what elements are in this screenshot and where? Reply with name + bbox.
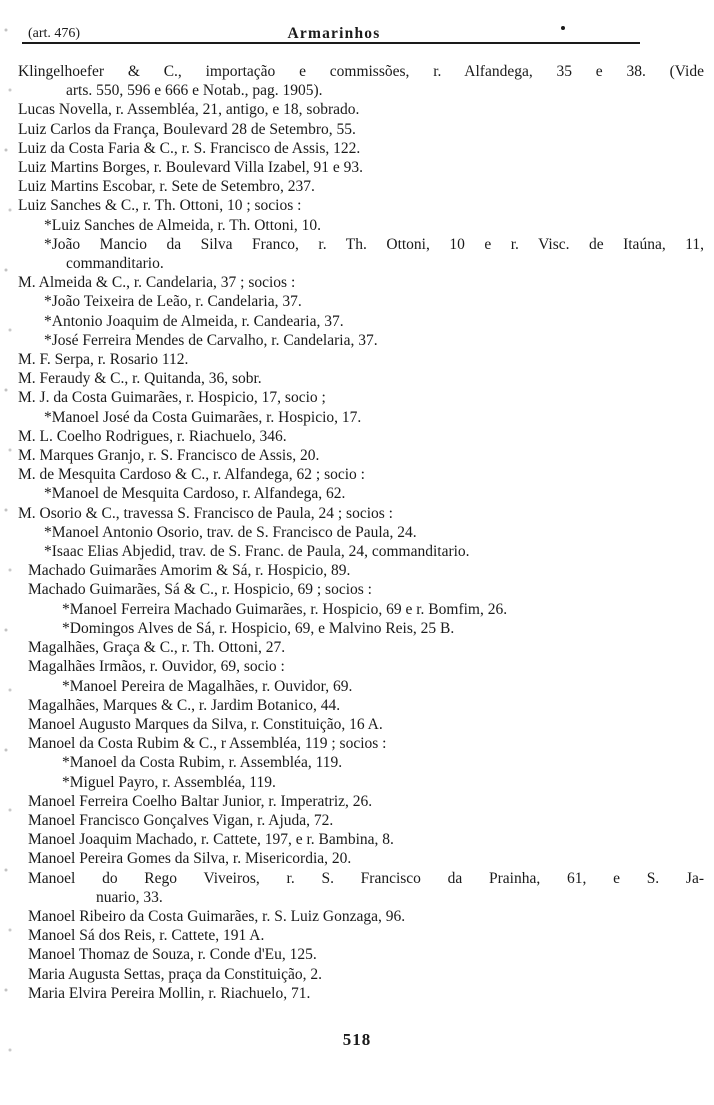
header-rule (22, 42, 640, 44)
listing-line: Luiz Martins Borges, r. Boulevard Villa Izabel, 91 e 93. (18, 159, 364, 177)
listing-line: Manoel Augusto Marques da Silva, r. Constituição, 16 A. (28, 715, 383, 733)
listing-line: *Miguel Payro, r. Assembléa, 119. (62, 773, 276, 791)
listing-line: Luiz Carlos da França, Boulevard 28 de Setembro, 55. (18, 120, 356, 138)
listing-line: Machado Guimarães Amorim & Sá, r. Hospicio, 89. (28, 562, 351, 580)
listing-line: M. de Mesquita Cardoso & C., r. Alfandega, 62 ; socio : (18, 466, 365, 484)
listing-line: commanditario. (66, 255, 164, 273)
listing-line: M. F. Serpa, r. Rosario 112. (18, 351, 189, 369)
listing-line: Manoel Francisco Gonçalves Vigan, r. Ajuda, 72. (28, 811, 334, 829)
listing-line: Manoel da Costa Rubim & C., r Assembléa, 119 ; socios : (28, 735, 387, 753)
listing-line: Manoel Thomaz de Souza, r. Conde d'Eu, 125. (28, 946, 317, 964)
listing-line: M. Almeida & C., r. Candelaria, 37 ; socios : (18, 274, 296, 292)
listing-line: *Domingos Alves de Sá, r. Hospicio, 69, e Malvino Reis, 25 B. (62, 619, 455, 637)
listing-line: M. Feraudy & C., r. Quitanda, 36, sobr. (18, 370, 262, 388)
listing-line: M. Osorio & C., travessa S. Francisco de Paula, 24 ; socios : (18, 504, 393, 522)
listing-line: Maria Augusta Settas, praça da Constituição, 2. (28, 965, 323, 983)
listing-line: *Manoel Pereira de Magalhães, r. Ouvidor, 69. (62, 677, 353, 695)
listing-line: M. J. da Costa Guimarães, r. Hospicio, 17, socio ; (18, 389, 326, 407)
listing-line: Manoel Pereira Gomes da Silva, r. Misericordia, 20. (28, 850, 352, 868)
article-reference: (art. 476) (28, 26, 81, 41)
listing-line: Manoel do Rego Viveiros, r. S. Francisco da Prainha, 61, e S. Ja- (28, 869, 704, 887)
listing-line: *João Teixeira de Leão, r. Candelaria, 37. (44, 293, 302, 311)
listing-line: Maria Elvira Pereira Mollin, r. Riachuelo, 71. (28, 984, 311, 1002)
listing-line: Magalhães Irmãos, r. Ouvidor, 69, socio : (28, 658, 285, 676)
listing-line: *Isaac Elias Abjedid, trav. de S. Franc. de Paula, 24, commanditario. (44, 543, 470, 561)
listing-line: *Manoel Antonio Osorio, trav. de S. Francisco de Paula, 24. (44, 523, 417, 541)
listing-line: Manoel Ferreira Coelho Baltar Junior, r. Imperatriz, 26. (28, 792, 373, 810)
listing-line: *Manoel José da Costa Guimarães, r. Hospicio, 17. (44, 408, 362, 426)
listing-line: Magalhães, Marques & C., r. Jardim Botanico, 44. (28, 696, 341, 714)
listing-line: *Manoel Ferreira Machado Guimarães, r. Hospicio, 69 e r. Bomfim, 26. (62, 600, 508, 618)
listing-line: arts. 550, 596 e 666 e Notab., pag. 1905). (66, 82, 323, 100)
page-number: 518 (342, 1030, 372, 1049)
listing-line: *Luiz Sanches de Almeida, r. Th. Ottoni, 10. (44, 216, 321, 234)
listing-line: Magalhães, Graça & C., r. Th. Ottoni, 27. (28, 639, 286, 657)
listing-line: *José Ferreira Mendes de Carvalho, r. Candelaria, 37. (44, 331, 378, 349)
listing-line: *Manoel da Costa Rubim, r. Assembléa, 119. (62, 754, 343, 772)
header-mark (561, 26, 565, 30)
listing-line: nuario, 33. (96, 888, 163, 906)
listing-line: *Antonio Joaquim de Almeida, r. Candearia, 37. (44, 312, 344, 330)
listing-line: Lucas Novella, r. Assembléa, 21, antigo, e 18, sobrado. (18, 101, 360, 119)
listing-line: Manoel Joaquim Machado, r. Cattete, 197, e r. Bambina, 8. (28, 831, 394, 849)
directory-listing (14, 62, 704, 1003)
listing-line: Luiz Sanches & C., r. Th. Ottoni, 10 ; socios : (18, 197, 302, 215)
listing-line: Manoel Sá dos Reis, r. Cattete, 191 A. (28, 927, 265, 945)
listing-line: M. Marques Granjo, r. S. Francisco de Assis, 20. (18, 447, 320, 465)
listing-line: Manoel Ribeiro da Costa Guimarães, r. S. Luiz Gonzaga, 96. (28, 907, 406, 925)
page-title: Armarinhos (287, 25, 381, 42)
listing-line: *Manoel de Mesquita Cardoso, r. Alfandega, 62. (44, 485, 346, 503)
listing-line: Luiz Martins Escobar, r. Sete de Setembro, 237. (18, 178, 315, 196)
listing-line: M. L. Coelho Rodrigues, r. Riachuelo, 346. (18, 427, 287, 445)
listing-line: Machado Guimarães, Sá & C., r. Hospicio, 69 ; socios : (28, 581, 372, 599)
listing-line: Klingelhoefer & C., importação e commissões, r. Alfandega, 35 e 38. (Vide (18, 63, 704, 80)
listing-line: Luiz da Costa Faria & C., r. S. Francisco de Assis, 122. (18, 139, 361, 157)
listing-line: *João Mancio da Silva Franco, r. Th. Ottoni, 10 e r. Visc. de Itaúna, 11, (44, 235, 704, 253)
